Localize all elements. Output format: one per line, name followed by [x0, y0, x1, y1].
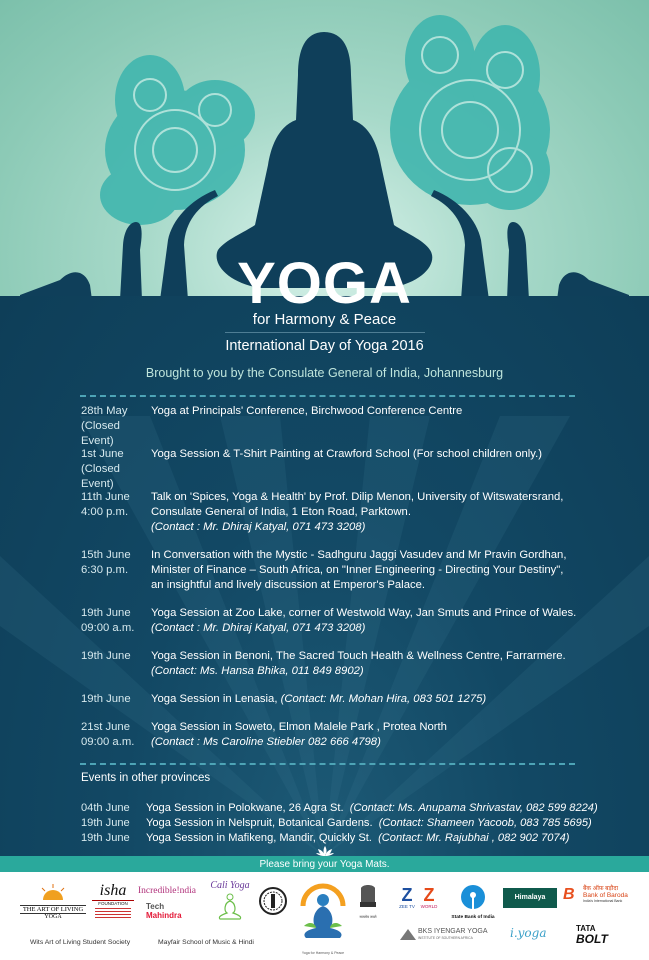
logo-text: FOUNDATION [92, 900, 134, 906]
logo-text: Mahindra [146, 911, 182, 920]
event-date: 11th June [81, 491, 130, 503]
event-date: 28th May [81, 405, 128, 417]
tata-bolt-logo [576, 924, 608, 944]
event-contact: (Contact : Mr. Dhiraj Katyal, 071 473 3208) [151, 521, 366, 533]
other-provinces-list [81, 801, 598, 846]
event-item [81, 649, 601, 679]
national-emblem-logo [355, 884, 381, 920]
logo-text: Cali Yoga [210, 880, 250, 891]
logo-text: सत्यमेव जयते [359, 915, 377, 919]
province-event [81, 801, 598, 816]
event-description: In Conversation with the Mystic - Sadhguru Jaggi Vasudev and Mr Pravin Gordhan, [151, 549, 567, 561]
logo-text: Yoga for Harmony & Peace [301, 951, 345, 955]
logo-text: ZEE TV [399, 904, 415, 909]
event-date: 15th June [81, 549, 131, 561]
sbi-keyhole-icon [460, 884, 486, 910]
event-description: Yoga Session in Soweto, Elmon Malele Park , Protea North [151, 721, 447, 733]
logo-text: isha [99, 882, 127, 899]
event-description: Talk on 'Spices, Yoga & Health' by Prof. Dilip Menon, University of Witswatersrand, [151, 491, 564, 503]
event-description: Yoga Session in Lenasia, [151, 693, 278, 705]
logo-text: YOGA [44, 914, 62, 920]
international-yoga-day-logo [296, 876, 350, 955]
event-note: (Closed Event) [81, 463, 120, 490]
zee-z-icon: Z [401, 885, 413, 905]
logo-text: Tech [146, 902, 165, 911]
province-event [81, 831, 598, 846]
poster-title: YOGA [237, 251, 412, 316]
isha-foundation-logo [92, 882, 134, 918]
event-list [81, 404, 601, 763]
event-item [81, 692, 601, 707]
zee-world-logo [420, 886, 438, 909]
other-provinces-heading: Events in other provinces [81, 772, 211, 784]
event-description: Yoga Session & T-Shirt Painting at Crawford School (For school children only.) [151, 448, 542, 460]
event-item [81, 404, 601, 447]
event-date: 19th June [81, 650, 131, 662]
incredible-india-logo [138, 886, 196, 896]
event-name: International Day of Yoga 2016 [225, 338, 424, 354]
event-date: 19th June [81, 693, 131, 705]
event-description: Yoga Session in Benoni, The Sacred Touch Health & Wellness Centre, Farrarmere. [151, 650, 566, 662]
event-item [81, 606, 601, 636]
event-note: (Closed Event) [81, 420, 120, 447]
event-description: Yoga Session in Mafikeng, Mandir, Quickly St. [146, 832, 372, 844]
logo-text: BKS IYENGAR YOGA [418, 928, 488, 935]
event-date: 19th June [81, 607, 131, 619]
event-contact: (Contact : Mr. Dhiraj Katyal, 071 473 3208) [151, 622, 366, 634]
logo-text: State Bank of India [451, 915, 495, 920]
province-event [81, 816, 598, 831]
sun-icon [20, 884, 86, 900]
title-divider [225, 332, 425, 333]
state-bank-of-india-logo [448, 884, 498, 920]
art-of-living-logo [20, 884, 86, 920]
event-date: 04th June [81, 802, 130, 814]
logo-fineprint [95, 908, 131, 918]
event-contact: (Contact: Shameen Yacoob, 083 785 5695) [378, 817, 592, 829]
seal-icon [258, 886, 288, 916]
baroda-b-icon: B [563, 886, 575, 903]
event-description: Yoga Session in Polokwane, 26 Agra St. [146, 802, 344, 814]
event-item [81, 548, 601, 593]
logo-text: बैंक ऑफ़ बड़ौदा [583, 886, 619, 892]
zee-z-icon: Z [423, 885, 435, 905]
event-time: 6:30 p.m. [81, 564, 129, 576]
meditating-figure-icon [215, 891, 245, 921]
logo-text: Incredible!ndia [138, 886, 197, 896]
event-contact: (Contact: Mr. Rajubhai , 082 902 7074) [378, 832, 570, 844]
event-date: 19th June [81, 817, 130, 829]
presented-by: Brought to you by the Consulate General of India, Johannesburg [145, 366, 504, 380]
logo-text: BOLT [576, 932, 608, 946]
cali-yoga-logo [208, 880, 252, 926]
zee-tv-logo [398, 886, 416, 909]
logo-text: THE ART OF LIVING [20, 905, 86, 914]
event-description: an insightful and lively discussion at Emperor's Palace. [151, 579, 426, 591]
ashoka-emblem-icon [357, 884, 379, 910]
yoga-day-emblem-icon [298, 876, 348, 946]
bks-iyengar-logo [400, 928, 488, 940]
event-time: 4:00 p.m. [81, 506, 129, 518]
himalaya-logo: Himalaya [503, 888, 557, 908]
logo-text: INSTITUTE OF SOUTHERN AFRICA [418, 936, 473, 940]
event-time: 09:00 a.m. [81, 736, 135, 748]
wits-caption: Wits Art of Living Student Society [30, 939, 131, 946]
logo-text: WORLD [420, 904, 438, 909]
dashed-divider-bottom [80, 763, 575, 765]
consulate-seal-logo [258, 886, 288, 921]
mayfair-caption: Mayfair School of Music & Hindi [158, 939, 254, 946]
mountain-icon [400, 928, 416, 940]
mats-notice: Please bring your Yoga Mats. [0, 856, 649, 872]
event-description: Yoga Session in Nelspruit, Botanical Gardens. [146, 817, 373, 829]
event-contact: (Contact: Ms. Anupama Shrivastav, 082 599 8224) [349, 802, 598, 814]
event-item [81, 447, 601, 490]
event-description: Yoga at Principals' Conference, Birchwood Conference Centre [151, 405, 463, 417]
event-date: 1st June [81, 448, 124, 460]
sponsor-logos [0, 872, 649, 960]
poster-tagline: for Harmony & Peace [252, 311, 397, 328]
event-contact: (Contact: Ms. Hansa Bhika, 011 849 8902) [151, 665, 364, 677]
event-description: Minister of Finance – South Africa, on "Inner Engineering - Directing Your Destiny", [151, 564, 564, 576]
event-item [81, 720, 601, 750]
event-date: 19th June [81, 832, 130, 844]
logo-text: TATA [576, 924, 596, 933]
i-yoga-logo: i.yoga [510, 926, 547, 940]
event-description: Consulate General of India, 1 Eton Road, Parktown. [151, 506, 411, 518]
event-time: 09:00 a.m. [81, 622, 135, 634]
event-description: Yoga Session at Zoo Lake, corner of Westwold Way, Jan Smuts and Prince of Wales. [151, 607, 577, 619]
event-contact: (Contact: Mr. Mohan Hira, 083 501 1275) [280, 693, 487, 705]
bank-of-baroda-logo [563, 884, 643, 903]
logo-text: India's International Bank [583, 899, 623, 903]
dashed-divider-top [80, 395, 575, 397]
logo-text: Bank of Baroda [583, 892, 628, 899]
lotus-icon [316, 846, 334, 856]
event-contact: (Contact : Ms Caroline Stiebler 082 666 4798) [151, 736, 381, 748]
tech-mahindra-logo [146, 902, 182, 920]
event-item [81, 490, 601, 535]
event-date: 21st June [81, 721, 130, 733]
